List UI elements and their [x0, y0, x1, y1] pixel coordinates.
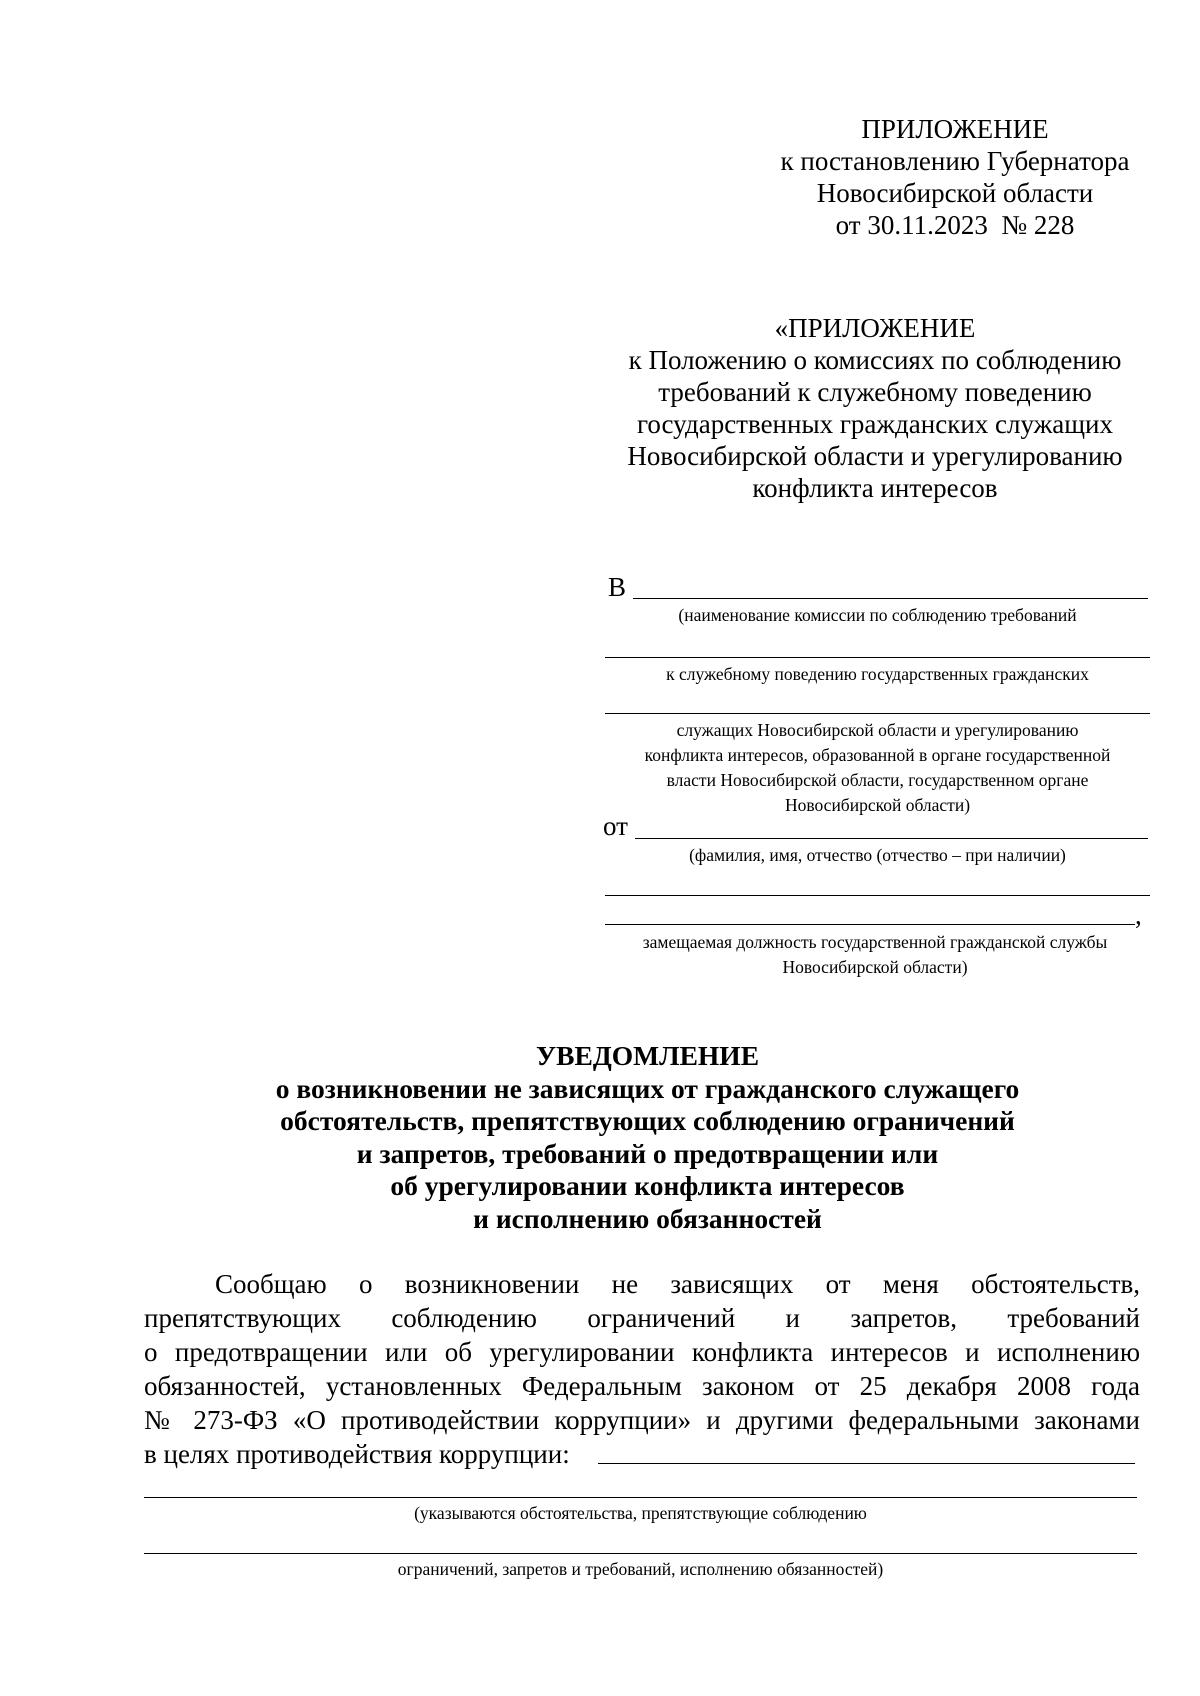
commission-hint-2: к служебному поведению государственных гражданских: [666, 664, 1089, 684]
header-date-number: от 30.11.2023 № 228: [835, 210, 1075, 240]
appendix-line: Новосибирской области и урегулированию: [627, 441, 1123, 471]
notice-heading: [200, 1040, 1095, 1235]
commission-name-field-2[interactable]: [605, 657, 1150, 658]
notice-subtitle-line: о возникновении не зависящих от гражданского служащего: [275, 1072, 1020, 1104]
body-line-4: обязанностей, установленных Федеральным законом от 25 декабря 2008 года: [144, 1371, 1140, 1401]
to-label: В: [608, 572, 627, 602]
circumstances-field-3[interactable]: [144, 1553, 1137, 1554]
appendix-block: [590, 312, 1160, 504]
commission-hint-3-line: конфликта интересов, образованной в органе государственной: [644, 745, 1111, 765]
position-hint-line: замещаемая должность государственной гражданской службы: [642, 932, 1108, 952]
header-title: ПРИЛОЖЕНИЕ: [861, 114, 1049, 144]
circumstances-field-2[interactable]: [144, 1497, 1137, 1498]
appendix-line: требований к служебному поведению: [658, 377, 1092, 407]
body-line-5: № 273-ФЗ «О противодействии коррупции» и другими федеральными законами: [144, 1405, 1140, 1435]
commission-hint-3-line: Новосибирской области): [784, 795, 971, 815]
header-line-1: к постановлению Губернатора: [780, 146, 1130, 176]
appendix-line: конфликта интересов: [752, 473, 998, 503]
appendix-line: государственных гражданских служащих: [636, 409, 1114, 439]
notice-subtitle-line: об урегулировании конфликта интересов: [390, 1170, 905, 1201]
commission-name-field-3[interactable]: [605, 713, 1150, 714]
position-hint: [600, 930, 1150, 980]
appendix-line: к Положению о комиссиях по соблюдению: [628, 345, 1122, 375]
notice-subtitle-line: и исполнению обязанностей: [473, 1202, 822, 1234]
commission-hint-3-line: власти Новосибирской области, государственном органе: [666, 770, 1089, 790]
body-line-6: в целях противодействия коррупции:: [144, 1439, 570, 1469]
position-hint-line: Новосибирской области): [782, 957, 968, 977]
notice-subtitle-line: обстоятельств, препятствующих соблюдению ограничений: [280, 1105, 1015, 1136]
position-comma: ,: [1135, 900, 1142, 930]
full-name-field[interactable]: [635, 838, 1148, 839]
appendix-title: «ПРИЛОЖЕНИЕ: [774, 313, 976, 343]
commission-hint-1: (наименование комиссии по соблюдению требований: [678, 605, 1077, 625]
circumstances-hint-1: (указываются обстоятельства, препятствующие соблюдению: [414, 1503, 867, 1523]
circumstances-hint-2: ограничений, запретов и требований, исполнению обязанностей): [397, 1559, 884, 1579]
body-line-1: Сообщаю о возникновении не зависящих от меня обстоятельств,: [215, 1269, 1140, 1299]
full-name-hint: (фамилия, имя, отчество (отчество – при наличии): [689, 845, 1066, 865]
body-line-3: о предотвращении или об урегулировании конфликта интересов и исполнению: [144, 1337, 1140, 1367]
header-block: [745, 113, 1165, 241]
commission-hint-3: [605, 718, 1150, 818]
commission-hint-3-line: служащих Новосибирской области и урегулированию: [676, 720, 1079, 740]
header-line-2: Новосибирской области: [816, 178, 1094, 208]
commission-name-field[interactable]: [633, 598, 1148, 599]
full-name-field-2[interactable]: [605, 895, 1150, 896]
from-label: от: [603, 811, 628, 841]
position-field[interactable]: [605, 924, 1135, 925]
body-line-2: препятствующих соблюдению ограничений и запретов, требований: [144, 1303, 1140, 1333]
notice-title: УВЕДОМЛЕНИЕ: [535, 1040, 760, 1071]
notice-subtitle-line: и запретов, требований о предотвращении или: [356, 1137, 939, 1169]
circumstances-field-1[interactable]: [598, 1463, 1135, 1464]
